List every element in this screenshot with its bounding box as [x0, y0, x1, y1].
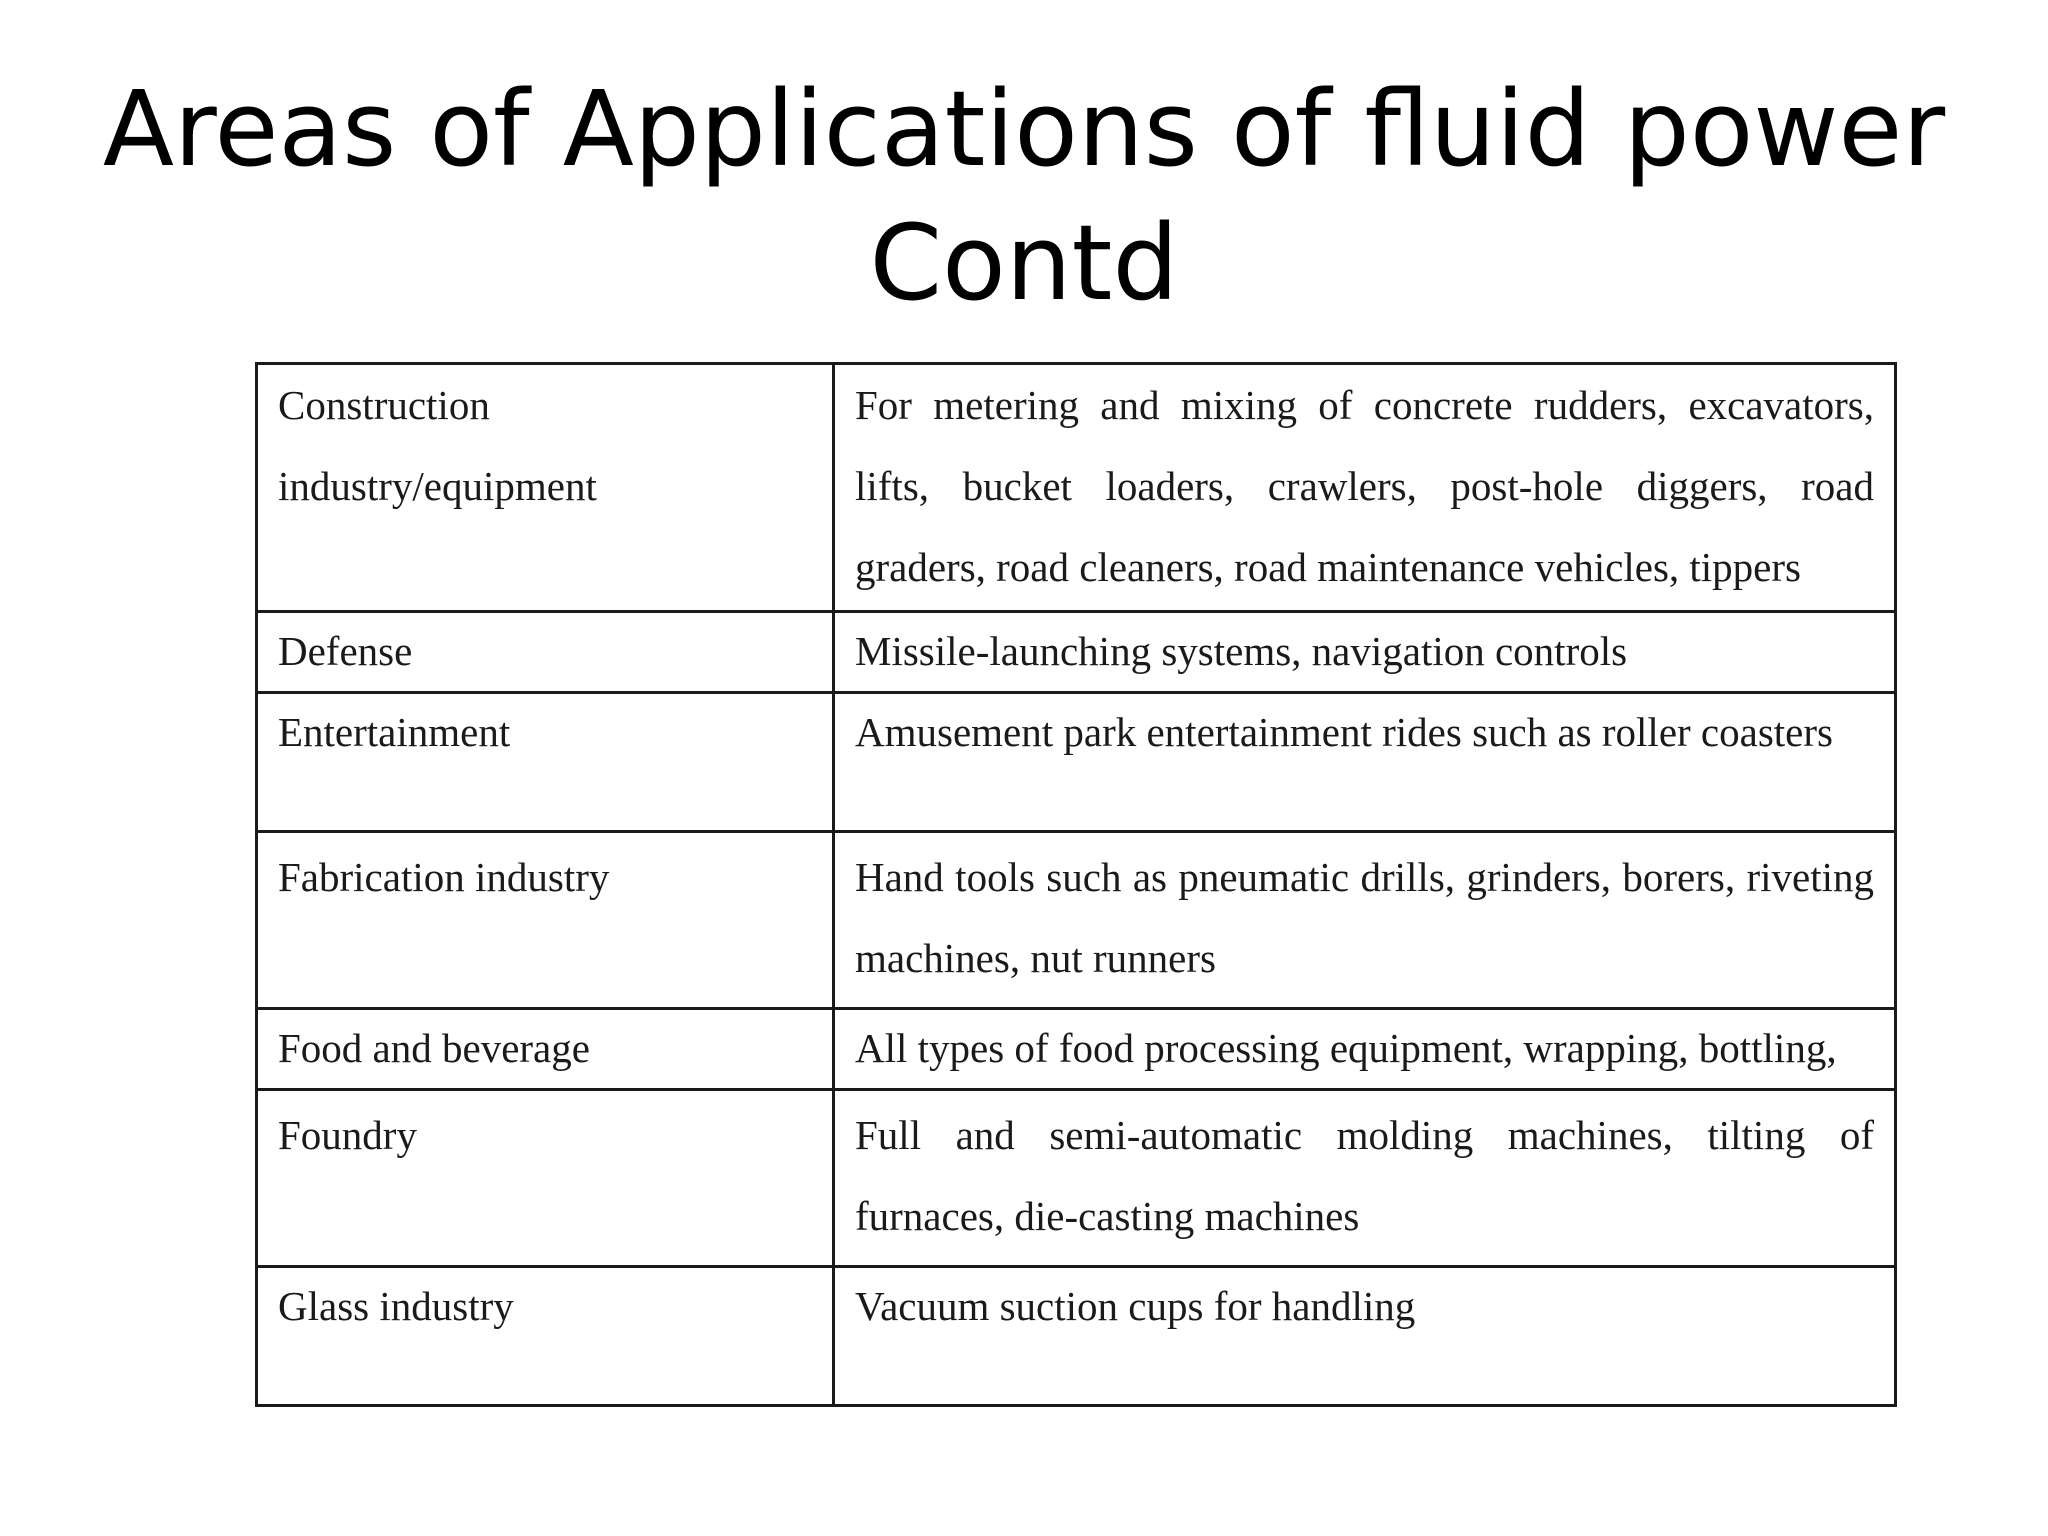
application-cell: Amusement park entertainment rides such as roller coasters — [834, 693, 1896, 832]
area-cell: Defense — [257, 612, 834, 693]
application-cell: Missile-launching systems, navigation controls — [834, 612, 1896, 693]
area-cell: Glass industry — [257, 1267, 834, 1406]
table-row — [257, 612, 1896, 693]
area-cell: Food and beverage — [257, 1009, 834, 1090]
area-cell: Entertainment — [257, 693, 834, 832]
slide-title-line-1: Areas of Applications of fluid power — [102, 68, 1946, 190]
area-cell: Construction industry/equipment — [257, 364, 834, 612]
table-row — [257, 1009, 1896, 1090]
application-cell: All types of food processing equipment, wrapping, bottling, — [834, 1009, 1896, 1090]
table-row — [257, 693, 1896, 832]
application-cell: Vacuum suction cups for handling — [834, 1267, 1896, 1406]
area-cell: Fabrication industry — [257, 832, 834, 1009]
table-row — [257, 1090, 1896, 1267]
area-cell: Foundry — [257, 1090, 834, 1267]
application-cell: Hand tools such as pneumatic drills, grinders, borers, riveting machines, nut runners — [834, 832, 1896, 1009]
slide-title-line-2: Contd — [869, 202, 1179, 324]
table-row — [257, 1267, 1896, 1406]
slide-title — [0, 62, 2048, 330]
table-row — [257, 832, 1896, 1009]
applications-table-container — [255, 362, 1897, 1407]
applications-table — [255, 362, 1897, 1407]
application-cell: For metering and mixing of concrete rudders, excavators, lifts, bucket loaders, crawlers, post-hole diggers, road graders, road cleaners, road maintenance vehicles, tippers — [834, 364, 1896, 612]
table-row — [257, 364, 1896, 612]
application-cell: Full and semi-automatic molding machines, tilting of furnaces, die-casting machines — [834, 1090, 1896, 1267]
